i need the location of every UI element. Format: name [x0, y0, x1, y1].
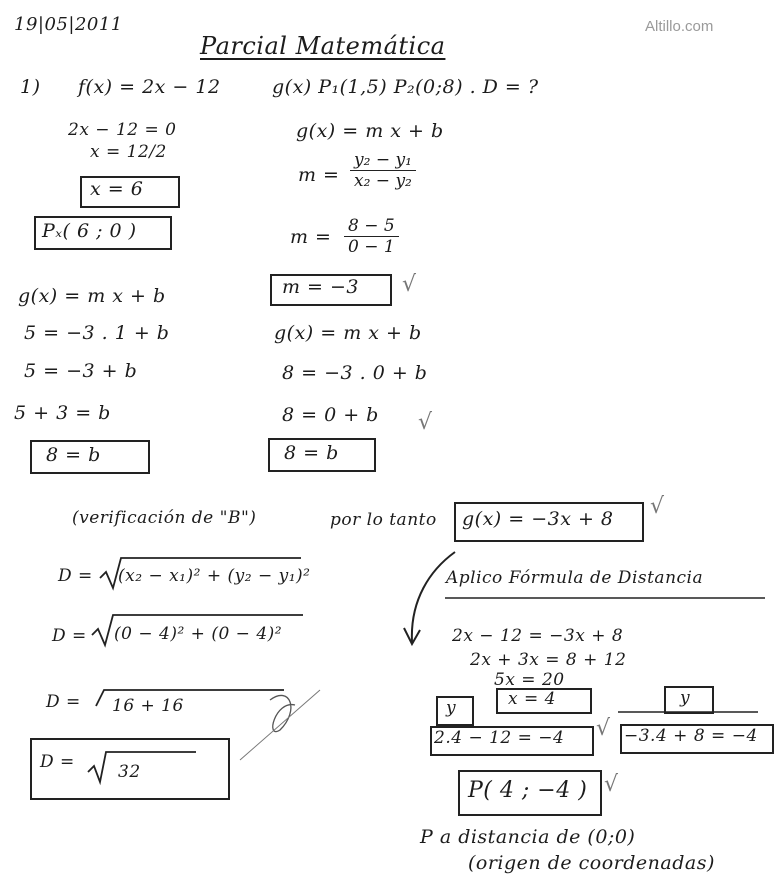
y-label-left: y — [446, 698, 457, 718]
m-substituted — [344, 216, 399, 257]
g-result: g(x) = −3x + 8 — [462, 508, 614, 530]
intersection-eq-3: 5x = 20 — [494, 670, 565, 690]
m-denominator: x₂ − y₂ — [354, 171, 412, 191]
d2-body: (0 − 4)² + (0 − 4)² — [114, 624, 283, 644]
footer-line-1: P a distancia de (0;0) — [420, 826, 636, 848]
m2-label: m = — [290, 226, 332, 248]
d2-prefix: D = — [52, 626, 87, 646]
watermark: Altillo.com — [645, 18, 714, 35]
page-title: Parcial Matemática — [200, 32, 446, 60]
check-mark-4: √ — [596, 716, 611, 741]
m2-numerator: 8 − 5 — [344, 216, 399, 237]
d4-prefix: D = — [40, 752, 75, 772]
m-result: m = −3 — [282, 276, 360, 298]
y-calc-right: −3.4 + 8 = −4 — [624, 726, 758, 746]
check-mark-1: √ — [402, 272, 417, 297]
intersection-point: P( 4 ; −4 ) — [468, 778, 588, 803]
check-mark-2: √ — [418, 410, 433, 435]
conclusion-label: por lo tanto — [330, 510, 437, 530]
intersection-eq-1: 2x − 12 = −3x + 8 — [452, 626, 624, 646]
d4-body: 32 — [118, 762, 141, 782]
left-eq-2: x = 12/2 — [90, 142, 167, 162]
y-label-right: y — [680, 688, 691, 708]
footer-line-2: (origen de coordenadas) — [468, 852, 715, 874]
formula-heading: Aplico Fórmula de Distancia — [446, 568, 704, 588]
problem-number: 1) — [20, 76, 41, 98]
d3-body: 16 + 16 — [112, 696, 184, 716]
left-sub-2: 5 = −3 + b — [24, 360, 138, 382]
x-intersection: x = 4 — [508, 689, 556, 709]
px-point: Pₓ( 6 ; 0 ) — [42, 220, 137, 242]
x-result: x = 6 — [90, 178, 144, 200]
right-b-result: 8 = b — [284, 442, 339, 464]
d3-prefix: D = — [46, 692, 81, 712]
y-calc-left: 2.4 − 12 = −4 — [434, 728, 565, 748]
d1-prefix: D = — [58, 566, 93, 586]
left-b-result: 8 = b — [46, 444, 101, 466]
left-sub-3: 5 + 3 = b — [14, 402, 111, 424]
m2-denominator: 0 − 1 — [348, 237, 395, 257]
left-g-form: g(x) = m x + b — [18, 285, 166, 307]
right-sub-2: 8 = 0 + b — [282, 404, 379, 426]
date: 19|05|2011 — [14, 14, 123, 35]
right-g-form: g(x) = m x + b — [296, 120, 444, 142]
right-sub-1: 8 = −3 . 0 + b — [282, 362, 428, 384]
m-formula — [350, 150, 416, 191]
left-sub-1: 5 = −3 . 1 + b — [24, 322, 170, 344]
f-definition: f(x) = 2x − 12 — [78, 76, 221, 98]
verification-note: (verificación de "B") — [72, 508, 257, 528]
check-mark-3: √ — [650, 494, 665, 519]
g-heading: g(x) P₁(1,5) P₂(0;8) . D = ? — [272, 76, 539, 98]
left-eq-1: 2x − 12 = 0 — [68, 120, 177, 140]
m-numerator: y₂ − y₁ — [350, 150, 416, 171]
check-mark-5: √ — [604, 772, 619, 797]
d1-body: (x₂ − x₁)² + (y₂ − y₁)² — [118, 566, 311, 586]
m-label: m = — [298, 164, 340, 186]
right-g-form-2: g(x) = m x + b — [274, 322, 422, 344]
intersection-eq-2: 2x + 3x = 8 + 12 — [470, 650, 627, 670]
